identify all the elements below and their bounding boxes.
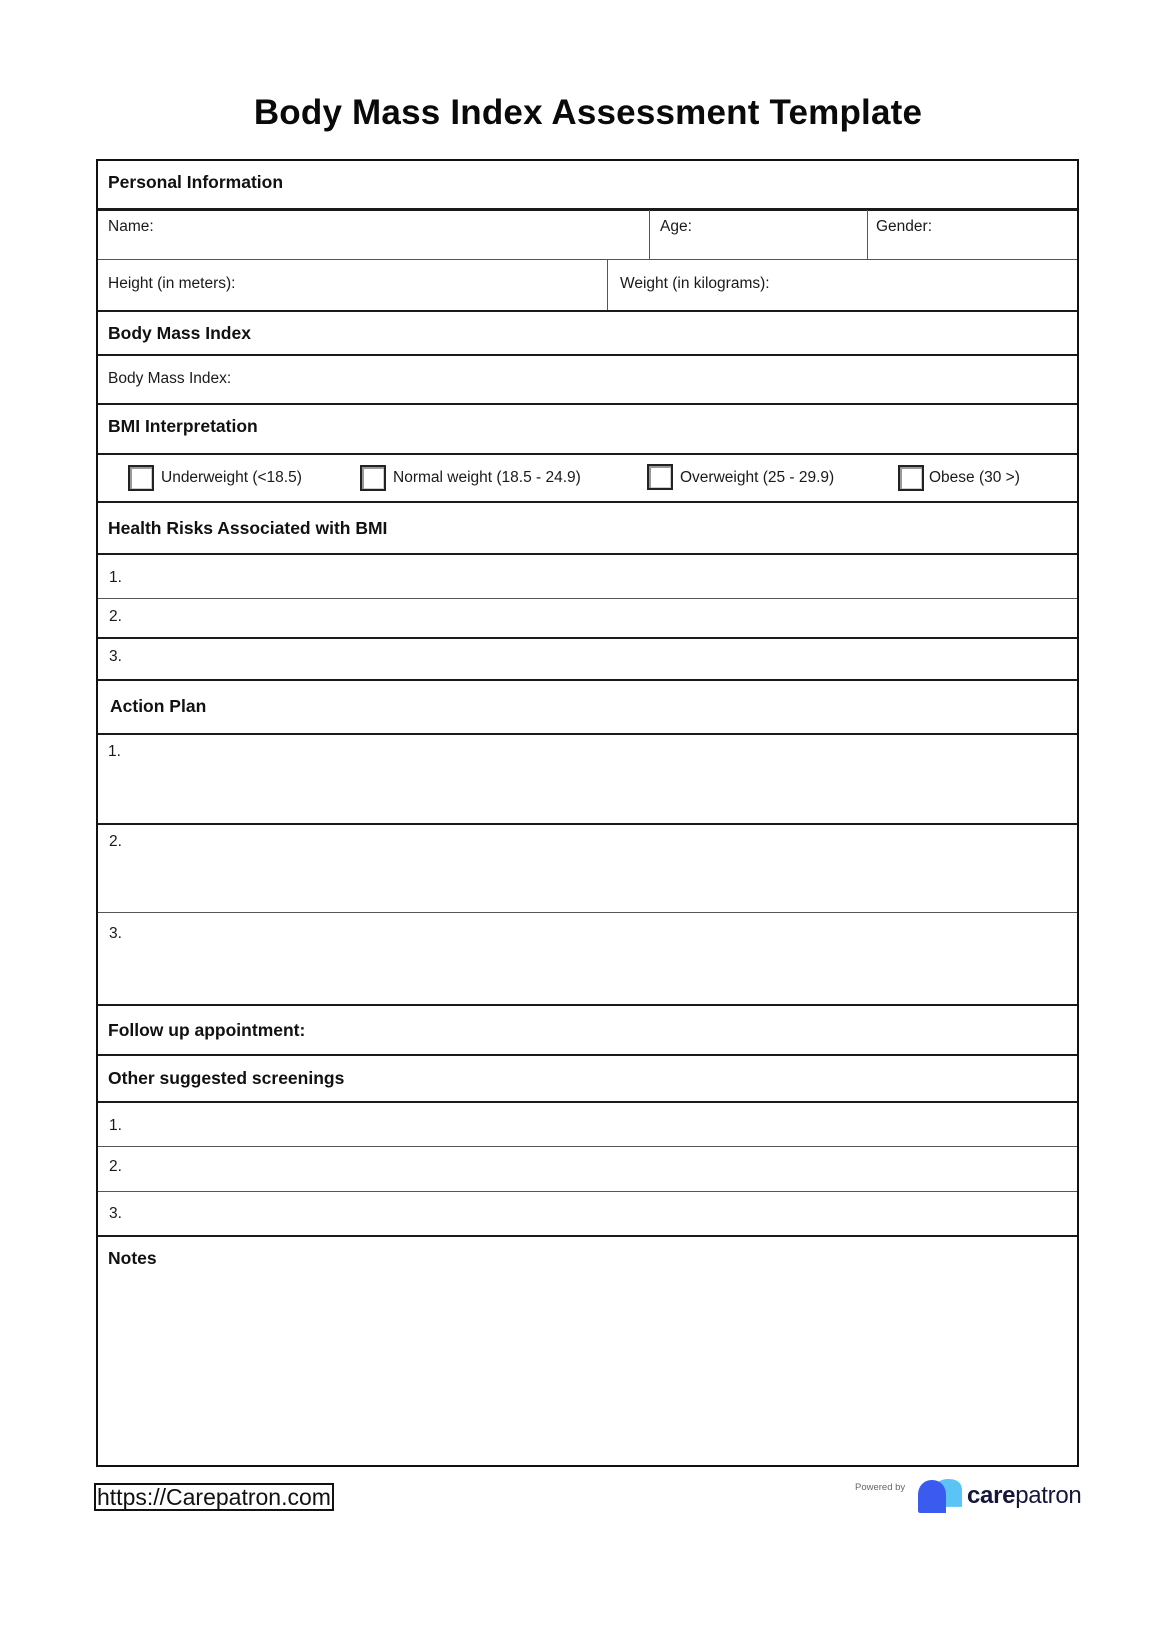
powered-by-text: Powered by: [855, 1482, 906, 1493]
divider: [98, 679, 1077, 681]
health-risk-item[interactable]: 3.: [109, 648, 122, 665]
action-plan-item[interactable]: 3.: [109, 925, 122, 942]
weight-field[interactable]: Weight (in kilograms):: [620, 275, 770, 292]
height-field[interactable]: Height (in meters):: [108, 275, 236, 292]
brand-bold: care: [967, 1482, 1016, 1509]
divider: [98, 598, 1077, 599]
overweight-checkbox[interactable]: [647, 464, 673, 490]
divider: [98, 501, 1077, 503]
underweight-label: Underweight (<18.5): [161, 469, 302, 486]
health-risk-item[interactable]: 2.: [109, 608, 122, 625]
divider: [98, 1004, 1077, 1006]
age-field[interactable]: Age:: [660, 218, 692, 235]
page-title: Body Mass Index Assessment Template: [253, 93, 923, 132]
underweight-checkbox[interactable]: [128, 465, 154, 491]
health-risk-item[interactable]: 1.: [109, 569, 122, 586]
follow-up-appointment-field[interactable]: Follow up appointment:: [108, 1020, 306, 1040]
divider: [649, 210, 650, 260]
divider: [98, 733, 1077, 735]
other-screenings-heading: Other suggested screenings: [108, 1068, 345, 1088]
notes-area[interactable]: [98, 1276, 1077, 1465]
bmi-form: [96, 159, 1079, 1467]
carepatron-brand: [967, 1482, 1081, 1510]
divider: [98, 354, 1077, 356]
screening-item[interactable]: 1.: [109, 1117, 122, 1134]
divider: [98, 823, 1077, 825]
personal-information-heading: Personal Information: [108, 172, 284, 192]
screening-item[interactable]: 2.: [109, 1158, 122, 1175]
divider: [98, 1146, 1077, 1147]
action-plan-heading: Action Plan: [110, 696, 207, 716]
health-risks-heading: Health Risks Associated with BMI: [108, 518, 388, 538]
divider: [867, 210, 868, 260]
divider: [98, 912, 1077, 913]
normal-weight-checkbox[interactable]: [360, 465, 386, 491]
divider: [98, 1235, 1077, 1237]
divider: [98, 1101, 1077, 1103]
overweight-label: Overweight (25 - 29.9): [680, 469, 835, 486]
divider: [98, 1191, 1077, 1192]
divider: [98, 453, 1077, 455]
carepatron-link[interactable]: https://Carepatron.com: [94, 1483, 334, 1511]
body-mass-index-field[interactable]: Body Mass Index:: [108, 370, 232, 387]
action-plan-item[interactable]: 2.: [109, 833, 122, 850]
action-plan-item[interactable]: 1.: [108, 743, 121, 760]
divider: [98, 1054, 1077, 1056]
body-mass-index-heading: Body Mass Index: [108, 323, 251, 343]
gender-field[interactable]: Gender:: [876, 218, 933, 235]
brand-regular: patron: [1015, 1482, 1082, 1509]
divider: [607, 260, 608, 311]
divider: [98, 310, 1077, 312]
obese-label: Obese (30 >): [929, 469, 1020, 486]
obese-checkbox[interactable]: [898, 465, 924, 491]
notes-heading: Notes: [108, 1248, 157, 1268]
screening-item[interactable]: 3.: [109, 1205, 122, 1222]
divider: [98, 259, 1077, 260]
carepatron-logo-icon: [918, 1479, 964, 1513]
name-field[interactable]: Name:: [108, 218, 154, 235]
bmi-interpretation-heading: BMI Interpretation: [108, 416, 258, 436]
divider: [98, 403, 1077, 405]
divider: [98, 637, 1077, 639]
divider: [98, 553, 1077, 555]
normal-weight-label: Normal weight (18.5 - 24.9): [393, 469, 581, 486]
divider: [98, 208, 1077, 211]
